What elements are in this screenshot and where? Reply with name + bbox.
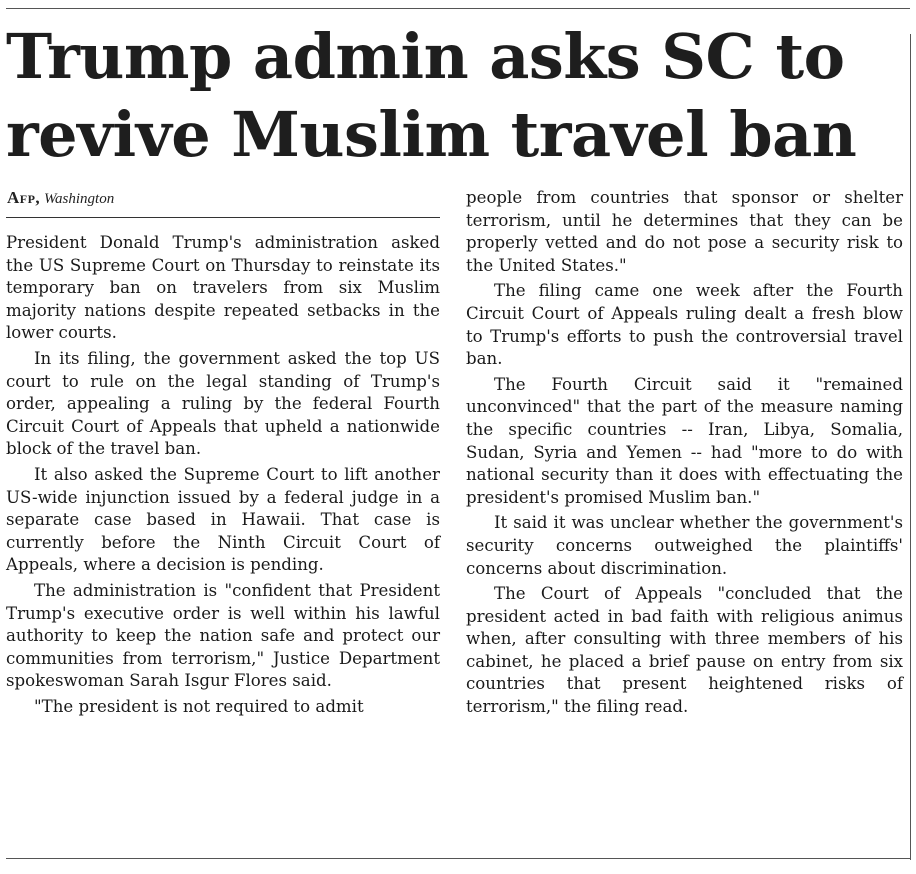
paragraph: It said it was unclear whether the government's security concerns outweighed the plaintiffs' concerns about discrimination. — [466, 513, 903, 578]
paragraph: The Fourth Circuit said it "remained unconvinced" that the part of the measure naming the specific countries -- Iran, Libya, Somalia, Sudan, Syria and Yemen -- had "more to do with national security than it does with effectuating the president's promised Muslim ban." — [466, 374, 903, 507]
paragraph: In its filing, the government asked the top US court to rule on the legal standing of Trump's order, appealing a ruling by the federal Fourth Circuit Court of Appeals that upheld a nationwide block of the travel ban. — [6, 348, 440, 459]
paragraph: The Court of Appeals "concluded that the president acted in bad faith with religious animus when, after consulting with three members of his cabinet, he placed a brief pause on entry from six countries that present heightened risks of terrorism," the filing read. — [466, 584, 903, 717]
right-rule — [910, 34, 911, 860]
paragraph: It also asked the Supreme Court to lift another US-wide injunction issued by a federal judge in a separate case based in Hawaii. That case is currently before the Ninth Circuit Court of Appeals, where a decision is pending. — [6, 464, 440, 575]
byline-agency: Afp, — [7, 188, 41, 207]
bottom-rule — [6, 858, 910, 859]
headline-line-1: Trump admin asks SC to — [6, 20, 845, 93]
byline-rule — [6, 217, 440, 218]
paragraph: The administration is "confident that President Trump's executive order is well within his lawful authority to keep the nation safe and protect our communities from terrorism," Justice Department spokeswoman Sarah Isgur Flores said. — [6, 580, 440, 691]
article-column-right — [466, 187, 903, 722]
byline — [7, 188, 114, 209]
paragraph: The filing came one week after the Fourth Circuit Court of Appeals ruling dealt a fresh blow to Trump's efforts to push the controversial travel ban. — [466, 281, 903, 369]
article-column-left — [6, 232, 440, 721]
byline-place: Washington — [43, 191, 115, 207]
paragraph-continued: people from countries that sponsor or shelter terrorism, until he determines that they can be properly vetted and do not pose a security risk to the United States." — [466, 188, 903, 275]
headline-line-2: revive Muslim travel ban — [6, 98, 857, 171]
paragraph: "The president is not required to admit — [34, 696, 364, 716]
headline — [6, 18, 906, 174]
paragraph: President Donald Trump's administration asked the US Supreme Court on Thursday to reinstate its temporary ban on travelers from six Muslim majority nations despite repeated setbacks in the lower courts. — [6, 233, 440, 343]
top-rule — [6, 8, 910, 9]
